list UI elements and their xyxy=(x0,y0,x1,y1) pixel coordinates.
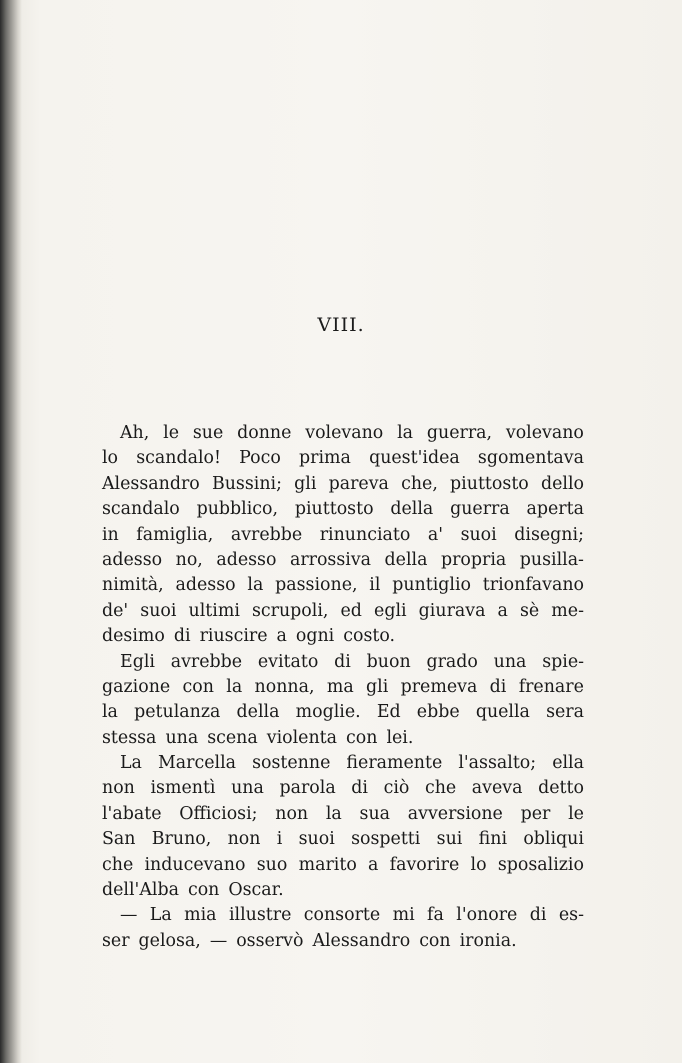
word: premeva xyxy=(400,676,478,697)
word: adesso xyxy=(102,549,163,570)
word: con xyxy=(182,676,214,697)
word: costo. xyxy=(343,626,396,647)
text-line xyxy=(102,903,584,928)
word: scena xyxy=(207,727,258,748)
word: sera xyxy=(546,702,584,723)
word: suoi xyxy=(140,600,177,621)
word: no, xyxy=(175,549,203,570)
word: — xyxy=(209,930,228,951)
text-line xyxy=(102,650,584,675)
text-line xyxy=(102,700,584,725)
word: rinunciato xyxy=(319,524,411,545)
word: adesso xyxy=(175,575,236,596)
word: fini xyxy=(478,829,508,850)
word: sua xyxy=(359,803,391,824)
word: non xyxy=(275,803,309,824)
word: gelosa, xyxy=(138,930,201,951)
text-line xyxy=(102,523,584,548)
word: lei. xyxy=(386,727,414,748)
word: gazione xyxy=(102,676,171,697)
word: illustre xyxy=(228,905,292,926)
text-line xyxy=(102,675,584,700)
word: sui xyxy=(436,829,463,850)
word: ella xyxy=(552,753,584,774)
word: la xyxy=(325,803,342,824)
word: me- xyxy=(551,600,584,621)
word: guerra xyxy=(450,499,510,520)
word: pubblico, xyxy=(196,499,279,520)
text-line xyxy=(102,421,584,446)
word: giurava xyxy=(418,600,486,621)
word: lo xyxy=(470,854,487,875)
word: con xyxy=(187,880,220,901)
word: donne xyxy=(237,423,292,443)
word: a xyxy=(368,854,379,875)
word: ebbe xyxy=(416,702,460,723)
word: il xyxy=(369,575,381,596)
text-line xyxy=(102,573,584,598)
word: La xyxy=(149,905,172,926)
word: scandalo! xyxy=(136,448,221,469)
word: a xyxy=(276,626,287,647)
word: Ed xyxy=(376,702,401,723)
word: quest'idea xyxy=(369,448,460,469)
word: nonna, xyxy=(254,676,315,697)
word: moglie. xyxy=(295,702,361,723)
word: disegni; xyxy=(514,524,584,545)
word: trionfavano xyxy=(482,575,584,596)
word: ismentì xyxy=(150,778,216,799)
word: Alessandro xyxy=(312,930,411,951)
word: Poco xyxy=(239,448,281,469)
text-line xyxy=(102,624,584,649)
word: prima xyxy=(299,448,351,469)
word: di xyxy=(529,905,547,926)
word: l'assalto; xyxy=(458,753,537,774)
word: la xyxy=(102,702,118,723)
chapter-heading: VIII. xyxy=(317,314,365,336)
word: lo xyxy=(102,448,119,469)
word: — xyxy=(120,905,138,926)
word: ed xyxy=(340,600,362,621)
word: piuttosto xyxy=(450,473,529,494)
text-line xyxy=(102,446,584,471)
word: di xyxy=(351,778,368,799)
text-line xyxy=(102,827,584,852)
word: l'abate xyxy=(102,803,162,824)
word: avversione xyxy=(407,803,503,824)
word: le xyxy=(163,423,179,443)
word: gli xyxy=(366,676,389,697)
word: sè xyxy=(519,600,540,621)
text-line xyxy=(102,929,584,954)
word: de' xyxy=(102,600,129,621)
word: la xyxy=(226,676,243,697)
word: gli xyxy=(294,473,317,494)
word: suoi xyxy=(460,524,497,545)
word: La xyxy=(120,753,142,774)
word: l'onore xyxy=(456,905,518,926)
word: volevano xyxy=(505,423,584,443)
word: sposalizio xyxy=(497,854,584,875)
word: ciò xyxy=(383,778,410,799)
word: della xyxy=(236,702,280,723)
word: osservò xyxy=(236,930,304,951)
word: di xyxy=(173,626,191,647)
word: inducevano xyxy=(144,854,246,875)
word: obliqui xyxy=(523,829,584,850)
word: una xyxy=(165,727,199,748)
word: Ah, xyxy=(120,423,150,443)
word: di xyxy=(489,676,507,697)
word: frenare xyxy=(518,676,584,697)
word: che xyxy=(102,854,134,875)
word: che xyxy=(424,778,457,799)
chapter-body-text xyxy=(102,421,584,954)
word: Bruno, xyxy=(151,829,212,850)
word: sue xyxy=(192,423,224,443)
word: ironia. xyxy=(459,930,517,951)
word: Alessandro xyxy=(102,473,200,494)
word: buon xyxy=(366,651,411,672)
word: favorire xyxy=(389,854,460,875)
text-line xyxy=(102,548,584,573)
text-line xyxy=(102,497,584,522)
word: es- xyxy=(558,905,584,926)
word: la xyxy=(247,575,264,596)
word: scrupoli, xyxy=(252,600,329,621)
word: mi xyxy=(392,905,415,926)
word: di xyxy=(334,651,351,672)
word: dello xyxy=(540,473,584,494)
page-binding-edge xyxy=(0,0,22,1063)
word: per xyxy=(520,803,551,824)
word: quella xyxy=(475,702,530,723)
word: pareva xyxy=(328,473,389,494)
word: Bussini; xyxy=(211,473,282,494)
word: puntiglio xyxy=(392,575,472,596)
word: famiglia, xyxy=(136,524,214,545)
word: volevano xyxy=(305,423,384,443)
word: ultimi xyxy=(188,600,240,621)
text-line xyxy=(102,853,584,878)
word: fa xyxy=(427,905,444,926)
word: nimità, xyxy=(102,575,164,596)
text-line xyxy=(102,878,584,903)
word: le xyxy=(568,803,584,824)
text-line xyxy=(102,802,584,827)
word: desimo xyxy=(102,626,165,647)
word: suo xyxy=(256,854,288,875)
word: petulanza xyxy=(134,702,221,723)
word: con xyxy=(419,930,451,951)
word: grado xyxy=(426,651,478,672)
text-line xyxy=(102,776,584,801)
word: Marcella xyxy=(157,753,236,774)
text-line xyxy=(102,599,584,624)
word: piuttosto xyxy=(294,499,374,520)
text-line xyxy=(102,751,584,776)
word: egli xyxy=(374,600,407,621)
word: con xyxy=(346,727,378,748)
word: i xyxy=(276,829,283,850)
word: ogni xyxy=(295,626,335,647)
word: della xyxy=(390,499,434,520)
word: una xyxy=(231,778,264,799)
word: San xyxy=(102,829,136,850)
word: parola xyxy=(279,778,336,799)
word: Egli xyxy=(120,651,155,672)
word: suoi xyxy=(298,829,335,850)
word: che, xyxy=(401,473,438,494)
word: scandalo xyxy=(102,499,180,520)
word: mia xyxy=(184,905,217,926)
word: Oscar. xyxy=(228,880,284,901)
word: Officiosi; xyxy=(179,803,258,824)
word: riuscire xyxy=(199,626,268,647)
word: a' xyxy=(427,524,444,545)
text-line xyxy=(102,726,584,751)
word: avrebbe xyxy=(230,524,303,545)
word: aveva xyxy=(471,778,523,799)
word: dell'Alba xyxy=(102,880,179,901)
word: avrebbe xyxy=(170,651,243,672)
word: adesso xyxy=(216,549,277,570)
word: passione, xyxy=(275,575,358,596)
word: della xyxy=(384,549,428,570)
word: arrossiva xyxy=(289,549,372,570)
word: sgomentava xyxy=(477,448,584,469)
word: violenta xyxy=(266,727,338,748)
word: ser xyxy=(102,930,130,951)
word: fieramente xyxy=(346,753,443,774)
word: ma xyxy=(326,676,354,697)
word: spie- xyxy=(542,651,584,672)
word: non xyxy=(227,829,261,850)
word: marito xyxy=(298,854,357,875)
word: propria xyxy=(440,549,507,570)
word: consorte xyxy=(303,905,381,926)
word: stessa xyxy=(102,727,157,748)
word: in xyxy=(102,524,119,545)
text-line xyxy=(102,472,584,497)
word: detto xyxy=(538,778,584,799)
word: pusilla- xyxy=(519,549,584,570)
word: guerra, xyxy=(426,423,493,443)
word: una xyxy=(493,651,527,672)
word: la xyxy=(397,423,414,443)
word: non xyxy=(102,778,135,799)
word: a xyxy=(497,600,508,621)
word: aperta xyxy=(526,499,584,520)
word: sostenne xyxy=(252,753,331,774)
word: evitato xyxy=(257,651,319,672)
word: sospetti xyxy=(351,829,421,850)
